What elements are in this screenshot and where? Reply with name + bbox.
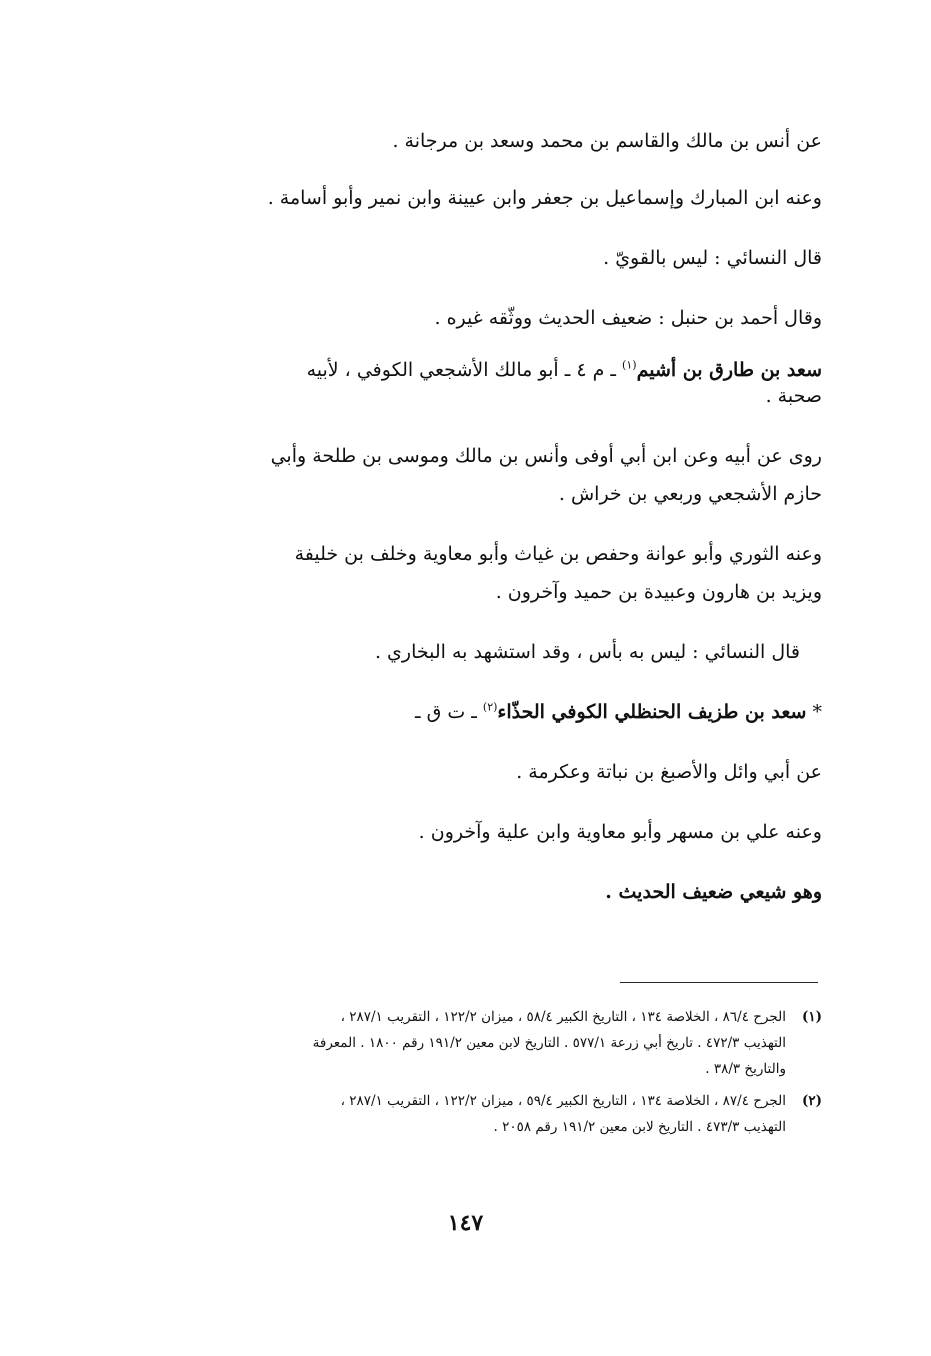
paragraph-7 xyxy=(150,541,822,605)
text-line: وعنه ابن المبارك وإسماعيل بن جعفر وابن عيينة وابن نمير وأبو أسامة . xyxy=(267,187,822,209)
text-line: صحبة . xyxy=(765,385,822,407)
paragraph-6 xyxy=(150,443,822,507)
footnotes xyxy=(150,1004,822,1146)
footnote-2 xyxy=(150,1088,822,1140)
entry-details: ـ م ٤ ـ أبو مالك الأشجعي الكوفي ، لأبيه xyxy=(306,359,623,381)
text-line: قال النسائي : ليس به بأس ، وقد استشهد به البخاري . xyxy=(374,641,800,663)
entry-heading-line xyxy=(150,699,822,725)
footnote-separator xyxy=(620,982,818,983)
paragraph-1 xyxy=(150,128,822,154)
text-line: وهو شيعي ضعيف الحديث . xyxy=(605,881,822,903)
text-line: وقال أحمد بن حنبل : ضعيف الحديث ووثّقه غيره . xyxy=(434,307,822,329)
entry-sad-ibn-tariq xyxy=(150,357,822,409)
entry-heading-line xyxy=(150,357,822,383)
footnote-number: (٢) xyxy=(801,1093,822,1109)
paragraph-12 xyxy=(150,879,822,905)
page-number: ١٤٧ xyxy=(447,1210,484,1236)
footnote-number: (١) xyxy=(801,1009,822,1025)
footnote-body xyxy=(150,1088,786,1140)
text-line: وعنه علي بن مسهر وأبو معاوية وابن علية وآخرون . xyxy=(418,821,822,843)
paragraph-2 xyxy=(150,185,822,211)
paragraph-3 xyxy=(150,245,822,271)
footnote-line: الجرح ٨٧/٤ ، الخلاصة ١٣٤ ، التاريخ الكبير ٥٩/٤ ، ميزان ١٢٢/٢ ، التقريب ٢٨٧/١ ، xyxy=(340,1093,786,1109)
text-line: عن أبي وائل والأصبغ بن نباتة وعكرمة . xyxy=(516,761,822,783)
footnote-line: التهذيب ٤٧٢/٣ . تاريخ أبي زرعة ٥٧٧/١ . التاريخ لابن معين ١٩١/٢ رقم ١٨٠٠ . المعرفة xyxy=(312,1035,786,1051)
main-text xyxy=(150,118,822,905)
text-line: وعنه الثوري وأبو عوانة وحفص بن غياث وأبو معاوية وخلف بن خليفة xyxy=(294,543,822,565)
text-line: حازم الأشجعي وربعي بن خراش . xyxy=(558,483,822,505)
paragraph-4 xyxy=(150,305,822,331)
entry-sad-ibn-tarif xyxy=(150,699,822,725)
entry-details: ـ ت ق ـ xyxy=(414,701,483,723)
footnote-line: الجرح ٨٦/٤ ، الخلاصة ١٣٤ ، التاريخ الكبير ٥٨/٤ ، ميزان ١٢٢/٢ ، التقريب ٢٨٧/١ ، xyxy=(340,1009,786,1025)
paragraph-11 xyxy=(150,819,822,845)
footnote-line: التهذيب ٤٧٣/٣ . التاريخ لابن معين ١٩١/٢ رقم ٢٠٥٨ . xyxy=(493,1119,786,1135)
footnote-body xyxy=(150,1004,786,1082)
footnote-ref-2: (٢) xyxy=(482,700,498,714)
footnote-ref-1: (١) xyxy=(622,358,637,372)
text-line: روى عن أبيه وعن ابن أبي أوفى وأنس بن مالك وموسى بن طلحة وأبي xyxy=(270,445,822,467)
footnote-line: والتاريخ ٣٨/٣ . xyxy=(705,1061,786,1077)
footnote-1 xyxy=(150,1004,822,1082)
entry-marker: * xyxy=(812,701,822,723)
paragraph-10 xyxy=(150,759,822,785)
entry-name: سعد بن طارق بن أشيم xyxy=(636,359,822,381)
text-line: ويزيد بن هارون وعبيدة بن حميد وآخرون . xyxy=(495,581,822,603)
paragraph-8 xyxy=(150,639,822,665)
entry-name: سعد بن طزيف الحنظلي الكوفي الحذّاء xyxy=(497,701,807,723)
text-line: عن أنس بن مالك والقاسم بن محمد وسعد بن مرجانة . xyxy=(392,130,822,152)
text-line: قال النسائي : ليس بالقويّ . xyxy=(603,247,822,269)
